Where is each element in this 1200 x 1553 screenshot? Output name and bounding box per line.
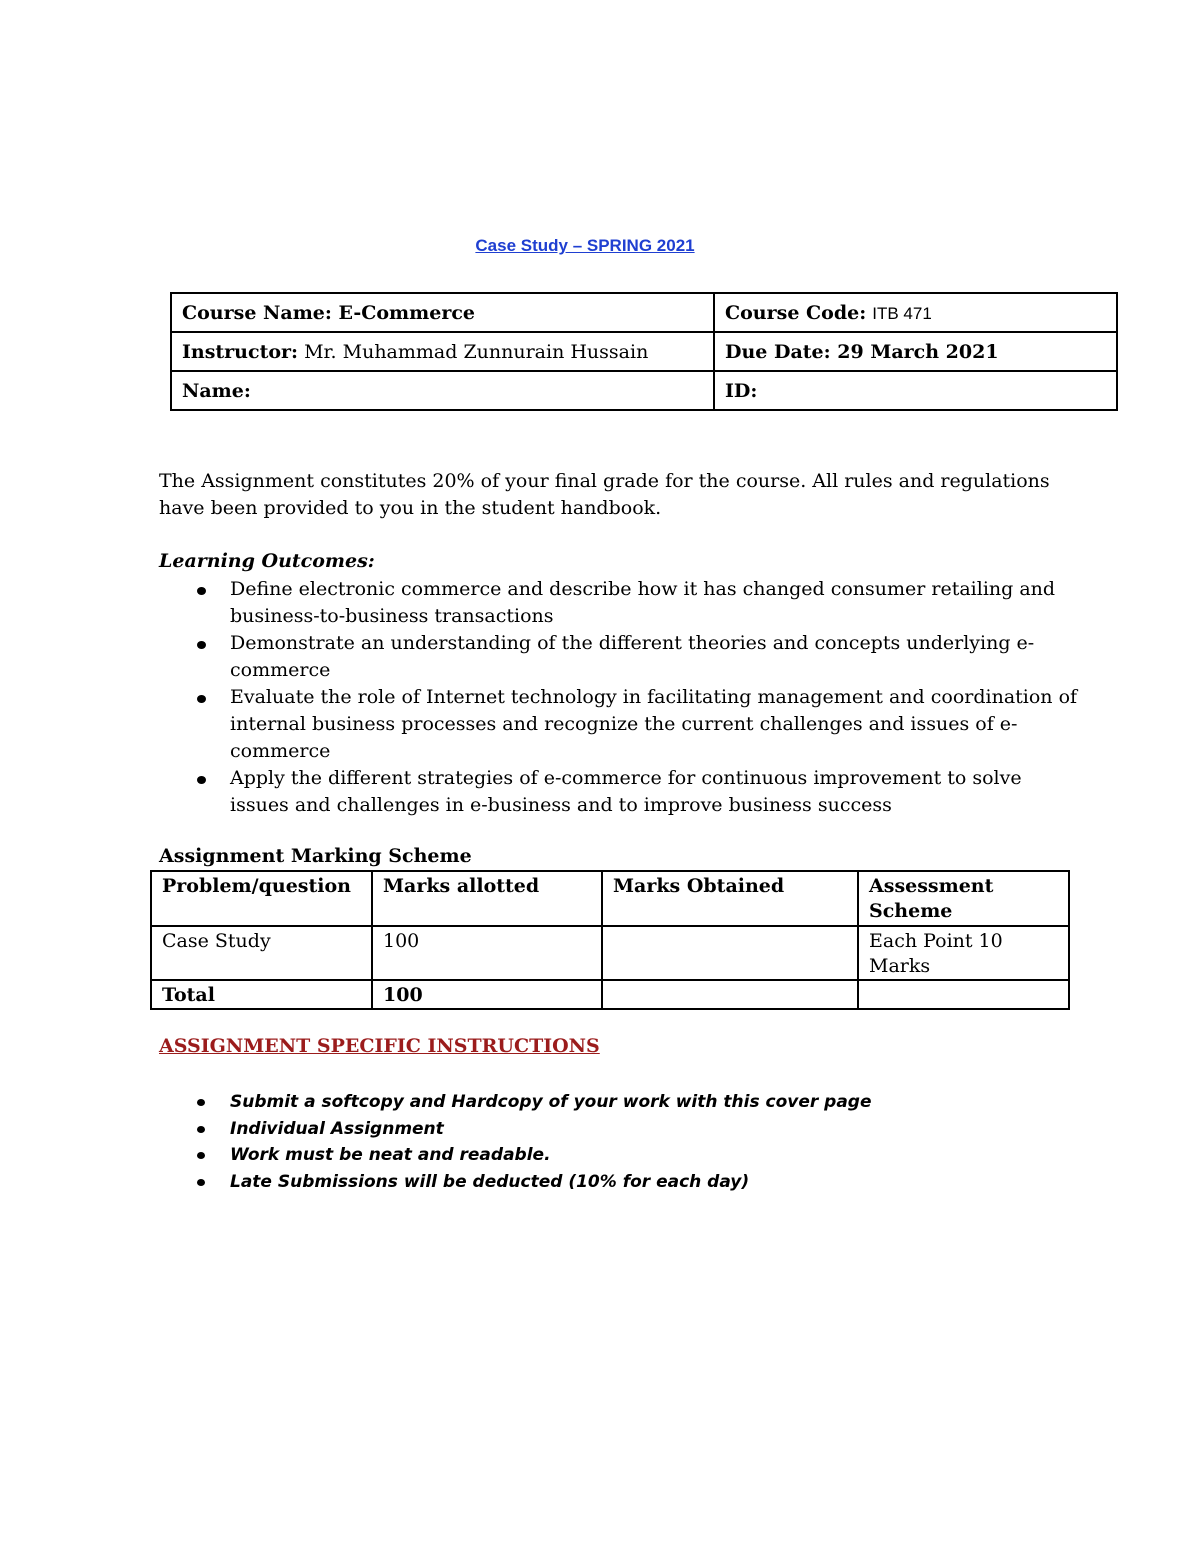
list-item-text: Demonstrate an understanding of the different theories and concepts underlying e-commerce xyxy=(230,632,1035,681)
table-row xyxy=(171,332,1117,371)
instructor-cell xyxy=(171,332,714,371)
table-row xyxy=(171,371,1117,410)
list-item xyxy=(159,1116,1059,1143)
document-title: Case Study – SPRING 2021 xyxy=(475,236,695,255)
bullet-icon xyxy=(197,695,206,703)
table-cell xyxy=(602,926,858,980)
table-cell xyxy=(858,980,1069,1009)
list-item xyxy=(159,765,1079,819)
table-cell: 100 xyxy=(372,926,602,980)
intro-paragraph: The Assignment constitutes 20% of your final grade for the course. All rules and regulations have been provided to you in the student handbook. xyxy=(159,470,1050,519)
list-item-text: Define electronic commerce and describe how it has changed consumer retailing and business-to-business transactions xyxy=(230,578,1056,627)
course-info-table xyxy=(170,292,1118,411)
instructor-label: Instructor: xyxy=(182,340,299,363)
learning-outcomes-list xyxy=(159,576,1079,819)
column-header: Assessment Scheme xyxy=(858,871,1069,926)
bullet-icon xyxy=(197,1099,205,1106)
instructions-heading: ASSIGNMENT SPECIFIC INSTRUCTIONS xyxy=(159,1035,600,1057)
table-row xyxy=(171,293,1117,332)
bullet-icon xyxy=(197,1179,205,1186)
learning-outcomes-heading: Learning Outcomes: xyxy=(159,550,375,572)
instructor-value: Mr. Muhammad Zunnurain Hussain xyxy=(304,340,649,363)
bullet-icon xyxy=(197,776,206,784)
column-header: Marks Obtained xyxy=(602,871,858,926)
bullet-icon xyxy=(197,587,206,595)
table-cell: Total xyxy=(151,980,372,1009)
bullet-icon xyxy=(197,1152,205,1159)
instructions-list xyxy=(159,1089,1059,1195)
list-item-text: Individual Assignment xyxy=(230,1118,444,1139)
list-item xyxy=(159,576,1079,630)
table-row xyxy=(151,926,1069,980)
table-row xyxy=(151,980,1069,1009)
course-code-label: Course Code: xyxy=(725,301,867,324)
list-item xyxy=(159,1142,1059,1169)
column-header: Problem/question xyxy=(151,871,372,926)
id-field-cell: ID: xyxy=(714,371,1117,410)
bullet-icon xyxy=(197,641,206,649)
list-item-text: Work must be neat and readable. xyxy=(230,1145,551,1165)
name-field-cell: Name: xyxy=(171,371,714,410)
list-item xyxy=(159,684,1079,765)
list-item xyxy=(159,1169,1059,1196)
course-code-value: ITB 471 xyxy=(872,303,932,323)
column-header: Marks allotted xyxy=(372,871,602,926)
marking-scheme-table xyxy=(150,870,1070,1010)
list-item-text: Evaluate the role of Internet technology in facilitating management and coordination of internal business processes and recognize the current challenges and issues of e-commerce xyxy=(230,686,1078,762)
marking-scheme-title: Assignment Marking Scheme xyxy=(159,845,472,867)
bullet-icon xyxy=(197,1126,205,1133)
list-item-text: Submit a softcopy and Hardcopy of your work with this cover page xyxy=(230,1092,872,1112)
table-cell xyxy=(602,980,858,1009)
due-date-cell: Due Date: 29 March 2021 xyxy=(714,332,1117,371)
course-code-cell xyxy=(714,293,1117,332)
list-item-text: Late Submissions will be deducted (10% for each day) xyxy=(230,1171,750,1192)
list-item xyxy=(159,630,1079,684)
course-name-cell: Course Name: E-Commerce xyxy=(171,293,714,332)
table-cell: Case Study xyxy=(151,926,372,980)
list-item-text: Apply the different strategies of e-commerce for continuous improvement to solve issues and challenges in e-business and to improve business success xyxy=(230,767,1022,816)
table-cell: 100 xyxy=(372,980,602,1009)
table-cell: Each Point 10 Marks xyxy=(858,926,1069,980)
table-header-row xyxy=(151,871,1069,926)
list-item xyxy=(159,1089,1059,1116)
